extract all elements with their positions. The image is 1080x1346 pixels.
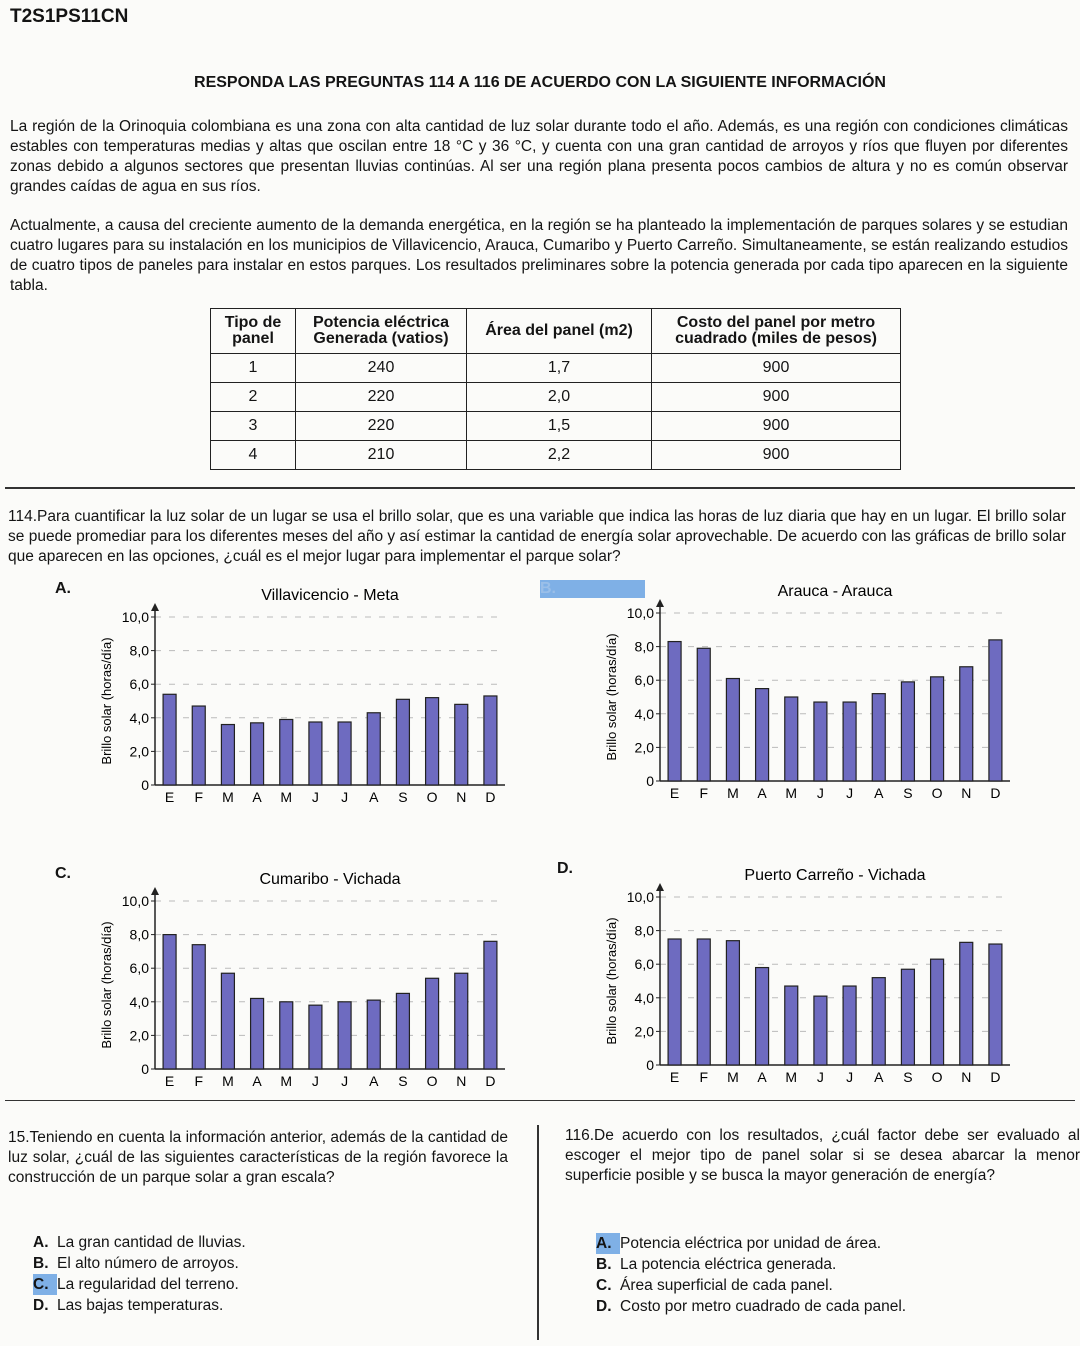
- y-tick-label: 0: [646, 773, 654, 789]
- bar: [756, 968, 769, 1065]
- bar: [960, 942, 973, 1065]
- divider: [5, 1100, 1075, 1101]
- x-tick-label: M: [280, 1073, 293, 1089]
- answer-option[interactable]: [596, 1233, 906, 1254]
- bar: [163, 935, 176, 1069]
- table-cell: 210: [296, 441, 467, 470]
- bar: [785, 697, 798, 781]
- option-b-label[interactable]: B.: [540, 580, 645, 598]
- table-header: Área del panel (m2): [467, 309, 652, 354]
- table-cell: 1: [211, 354, 296, 383]
- x-tick-label: A: [252, 1073, 262, 1089]
- chart-title: Arauca - Arauca: [777, 583, 893, 600]
- option-text: Costo por metro cuadrado de cada panel.: [620, 1298, 907, 1315]
- y-tick-label: 8,0: [129, 642, 149, 659]
- x-tick-label: M: [222, 1073, 234, 1089]
- bar: [426, 698, 439, 785]
- bar: [814, 996, 827, 1065]
- x-tick-label: M: [785, 785, 798, 801]
- bar: [901, 682, 914, 781]
- table-row: [211, 441, 901, 470]
- bar: [901, 969, 914, 1065]
- y-tick-label: 0: [141, 1061, 149, 1077]
- x-tick-label: N: [961, 785, 972, 801]
- y-tick-label: 4,0: [129, 993, 149, 1010]
- question-114: 114.Para cuantificar la luz solar de un lugar se usa el brillo solar, que es una variable que indica las horas de luz diaria que hay en un lugar. El brillo solar se puede promediar para los diferentes meses del año y así estimar la cantidad de energía solar aprovechable. De acuerdo con las gráficas de brillo solar que aparecen en las opciones, ¿cuál es el mejor lugar para implementar el parque solar?: [8, 508, 1066, 565]
- option-letter: A.: [33, 1234, 49, 1251]
- intro-paragraph-2: Actualmente, a causa del creciente aumento de la demanda energética, en la región se ha planteado la implementación de parques solares y se estudian cuatro lugares para su instalación en los municipios de Villavicencio, Arauca, Cumaribo y Puerto Carreño. Simultaneamente, se están realizando estudios de cuatro tipos de paneles para instalar en estos parques. Los resultados preliminares sobre la potencia generada por cada tipo aparecen en la siguiente tabla.: [10, 217, 1068, 294]
- chart-cumaribo: [95, 864, 525, 1094]
- option-text: El alto número de arroyos.: [57, 1255, 239, 1272]
- chart-arauca: [600, 576, 1030, 806]
- x-tick-label: A: [874, 785, 884, 801]
- bar: [668, 939, 681, 1065]
- y-axis-label: Brillo solar (horas/día): [99, 921, 114, 1049]
- option-text: Las bajas temperaturas.: [57, 1297, 224, 1314]
- bar: [931, 959, 944, 1065]
- bar: [872, 694, 885, 781]
- y-axis-label: Brillo solar (horas/día): [604, 633, 619, 761]
- x-tick-label: J: [341, 1073, 349, 1089]
- x-tick-label: F: [194, 1073, 204, 1089]
- table-cell: 240: [296, 354, 467, 383]
- table-row: [211, 354, 901, 383]
- option-letter: D.: [596, 1298, 612, 1315]
- bar: [309, 1005, 322, 1069]
- option-text: Área superficial de cada panel.: [620, 1277, 833, 1294]
- question-115-options: [33, 1232, 246, 1316]
- x-tick-label: D: [990, 785, 1001, 801]
- y-tick-label: 6,0: [129, 676, 149, 693]
- y-axis-arrow-icon: [151, 887, 159, 895]
- option-letter: D.: [33, 1297, 49, 1314]
- x-tick-label: N: [456, 789, 467, 805]
- answer-option[interactable]: [33, 1232, 246, 1253]
- bar: [396, 993, 409, 1069]
- x-tick-label: J: [816, 1069, 824, 1085]
- x-tick-label: E: [669, 1069, 680, 1085]
- x-tick-label: S: [903, 1069, 913, 1085]
- x-tick-label: O: [426, 789, 438, 805]
- answer-option[interactable]: [596, 1275, 906, 1296]
- answer-option[interactable]: [33, 1295, 246, 1316]
- y-axis-arrow-icon: [656, 599, 664, 607]
- y-tick-label: 0: [646, 1057, 654, 1073]
- bar: [396, 699, 409, 785]
- chart-title: Cumaribo - Vichada: [259, 871, 401, 888]
- table-cell: 1,5: [467, 412, 652, 441]
- bar: [726, 679, 739, 781]
- bar: [338, 1002, 351, 1069]
- bar: [455, 973, 468, 1069]
- y-axis-label: Brillo solar (horas/día): [99, 637, 114, 765]
- chart-villavicencio: [95, 580, 525, 810]
- chart-title: Villavicencio - Meta: [261, 587, 399, 604]
- chart-title: Puerto Carreño - Vichada: [744, 867, 926, 884]
- bar: [697, 939, 710, 1065]
- option-letter: B.: [596, 1256, 612, 1273]
- table-header: Potencia eléctrica Generada (vatios): [296, 309, 467, 354]
- x-tick-label: A: [369, 1073, 379, 1089]
- bar: [989, 944, 1002, 1065]
- table-cell: 900: [652, 383, 901, 412]
- bar: [960, 667, 973, 781]
- y-axis-arrow-icon: [151, 603, 159, 611]
- bar: [192, 706, 205, 785]
- table-header: Tipo de panel: [211, 309, 296, 354]
- section-heading: RESPONDA LAS PREGUNTAS 114 A 116 DE ACUERDO CON LA SIGUIENTE INFORMACIÓN: [194, 74, 886, 91]
- table-cell: 220: [296, 412, 467, 441]
- x-tick-label: S: [903, 785, 913, 801]
- x-tick-label: J: [311, 789, 319, 805]
- y-tick-label: 2,0: [129, 743, 149, 760]
- bar: [872, 978, 885, 1065]
- column-divider: [537, 1125, 539, 1340]
- y-tick-label: 10,0: [121, 893, 149, 909]
- bar: [484, 941, 497, 1069]
- y-tick-label: 4,0: [634, 989, 654, 1006]
- x-tick-label: A: [252, 789, 262, 805]
- y-tick-label: 10,0: [121, 609, 149, 625]
- bar: [309, 722, 322, 785]
- x-tick-label: F: [699, 1069, 709, 1085]
- y-tick-label: 4,0: [129, 709, 149, 726]
- x-tick-label: F: [194, 789, 204, 805]
- y-axis-label: Brillo solar (horas/día): [604, 917, 619, 1045]
- bar: [251, 998, 264, 1069]
- intro-paragraph-1: La región de la Orinoquia colombiana es una zona con alta cantidad de luz solar durante todo el año. Además, es una región con condiciones climáticas estables con temperaturas medias y altas que oscilan entre 18 °C y 36 °C, y cuenta con una gran cantidad de arroyos y ríos que fluyen por diferentes zonas debido a algunos sectores que presentan lluvias continúas. Al ser una región plana presenta pocos cambios de altura y no es común observar grandes caídas de agua en sus ríos.: [10, 118, 1068, 195]
- y-tick-label: 2,0: [634, 739, 654, 756]
- bar: [221, 973, 234, 1069]
- x-tick-label: A: [369, 789, 379, 805]
- x-tick-label: D: [990, 1069, 1001, 1085]
- y-tick-label: 4,0: [634, 705, 654, 722]
- bar: [426, 978, 439, 1069]
- bar: [814, 702, 827, 781]
- table-cell: 900: [652, 412, 901, 441]
- bar: [785, 986, 798, 1065]
- table-cell: 3: [211, 412, 296, 441]
- x-tick-label: O: [931, 1069, 943, 1085]
- x-tick-label: J: [816, 785, 824, 801]
- x-tick-label: J: [846, 785, 854, 801]
- x-tick-label: N: [961, 1069, 972, 1085]
- table-header: Costo del panel por metro cuadrado (miles de pesos): [652, 309, 901, 354]
- x-tick-label: J: [311, 1073, 319, 1089]
- bar: [367, 713, 380, 785]
- x-tick-label: F: [699, 785, 709, 801]
- table-cell: 220: [296, 383, 467, 412]
- x-tick-label: S: [398, 1073, 408, 1089]
- y-tick-label: 6,0: [129, 960, 149, 977]
- question-115: 15.Teniendo en cuenta la información anterior, además de la cantidad de luz solar, ¿cuál de las siguientes características de la región favorece la construcción de un parque solar a gran escala?: [8, 1129, 508, 1186]
- y-tick-label: 8,0: [129, 926, 149, 943]
- chart-puerto-carreno: [600, 860, 1030, 1090]
- x-tick-label: E: [164, 1073, 175, 1089]
- y-tick-label: 8,0: [634, 922, 654, 939]
- table-cell: 4: [211, 441, 296, 470]
- bar: [726, 941, 739, 1065]
- x-tick-label: E: [669, 785, 680, 801]
- bar: [221, 725, 234, 785]
- table-row: [211, 383, 901, 412]
- x-tick-label: D: [485, 789, 496, 805]
- y-tick-label: 2,0: [634, 1023, 654, 1040]
- y-tick-label: 0: [141, 777, 149, 793]
- x-tick-label: E: [164, 789, 175, 805]
- x-tick-label: M: [280, 789, 293, 805]
- x-tick-label: M: [785, 1069, 798, 1085]
- x-tick-label: M: [222, 789, 234, 805]
- option-text: La gran cantidad de lluvias.: [57, 1234, 246, 1251]
- table-row: [211, 412, 901, 441]
- bar: [455, 704, 468, 785]
- bar: [163, 694, 176, 785]
- answer-option[interactable]: [33, 1274, 246, 1295]
- bar: [697, 648, 710, 781]
- option-a-label[interactable]: A.: [55, 580, 71, 597]
- question-116-options: [596, 1233, 906, 1317]
- bar: [756, 689, 769, 781]
- option-d-label[interactable]: D.: [557, 860, 573, 877]
- y-axis-arrow-icon: [656, 883, 664, 891]
- table-cell: 2: [211, 383, 296, 412]
- y-tick-label: 10,0: [626, 605, 654, 621]
- bar: [931, 677, 944, 781]
- y-tick-label: 6,0: [634, 672, 654, 689]
- option-letter: B.: [33, 1255, 49, 1272]
- option-text: La regularidad del terreno.: [57, 1276, 239, 1293]
- option-text: Potencia eléctrica por unidad de área.: [620, 1235, 882, 1252]
- table-cell: 900: [652, 441, 901, 470]
- bar: [484, 696, 497, 785]
- x-tick-label: A: [757, 1069, 767, 1085]
- table-cell: 2,2: [467, 441, 652, 470]
- x-tick-label: S: [398, 789, 408, 805]
- x-tick-label: N: [456, 1073, 467, 1089]
- x-tick-label: D: [485, 1073, 496, 1089]
- x-tick-label: J: [846, 1069, 854, 1085]
- bar: [367, 1000, 380, 1069]
- panel-table: [210, 308, 901, 470]
- question-116: 116.De acuerdo con los resultados, ¿cuál factor debe ser evaluado al escoger el mejor tipo de panel solar si se desea abarcar la menor superficie posible y se busca la mayor generación de energía?: [565, 1127, 1080, 1184]
- bar: [280, 1002, 293, 1069]
- answer-option[interactable]: [596, 1254, 906, 1275]
- x-tick-label: M: [727, 1069, 739, 1085]
- table-cell: 2,0: [467, 383, 652, 412]
- x-tick-label: O: [426, 1073, 438, 1089]
- x-tick-label: J: [341, 789, 349, 805]
- y-tick-label: 2,0: [129, 1027, 149, 1044]
- bar: [668, 642, 681, 781]
- bar: [989, 640, 1002, 781]
- x-tick-label: O: [931, 785, 943, 801]
- bar: [251, 723, 264, 785]
- option-c-label[interactable]: C.: [55, 865, 71, 882]
- y-tick-label: 8,0: [634, 638, 654, 655]
- option-text: La potencia eléctrica generada.: [620, 1256, 837, 1273]
- exam-code: T2S1PS11CN: [10, 6, 129, 27]
- y-tick-label: 10,0: [626, 889, 654, 905]
- answer-option[interactable]: [33, 1253, 246, 1274]
- bar: [843, 702, 856, 781]
- bar: [280, 719, 293, 785]
- x-tick-label: A: [757, 785, 767, 801]
- option-letter: C.: [33, 1274, 57, 1295]
- table-cell: 900: [652, 354, 901, 383]
- option-letter: C.: [596, 1277, 612, 1294]
- divider: [5, 487, 1075, 489]
- table-cell: 1,7: [467, 354, 652, 383]
- answer-option[interactable]: [596, 1296, 906, 1317]
- x-tick-label: M: [727, 785, 739, 801]
- option-letter: A.: [596, 1233, 620, 1254]
- bar: [192, 945, 205, 1069]
- bar: [843, 986, 856, 1065]
- y-tick-label: 6,0: [634, 956, 654, 973]
- bar: [338, 722, 351, 785]
- x-tick-label: A: [874, 1069, 884, 1085]
